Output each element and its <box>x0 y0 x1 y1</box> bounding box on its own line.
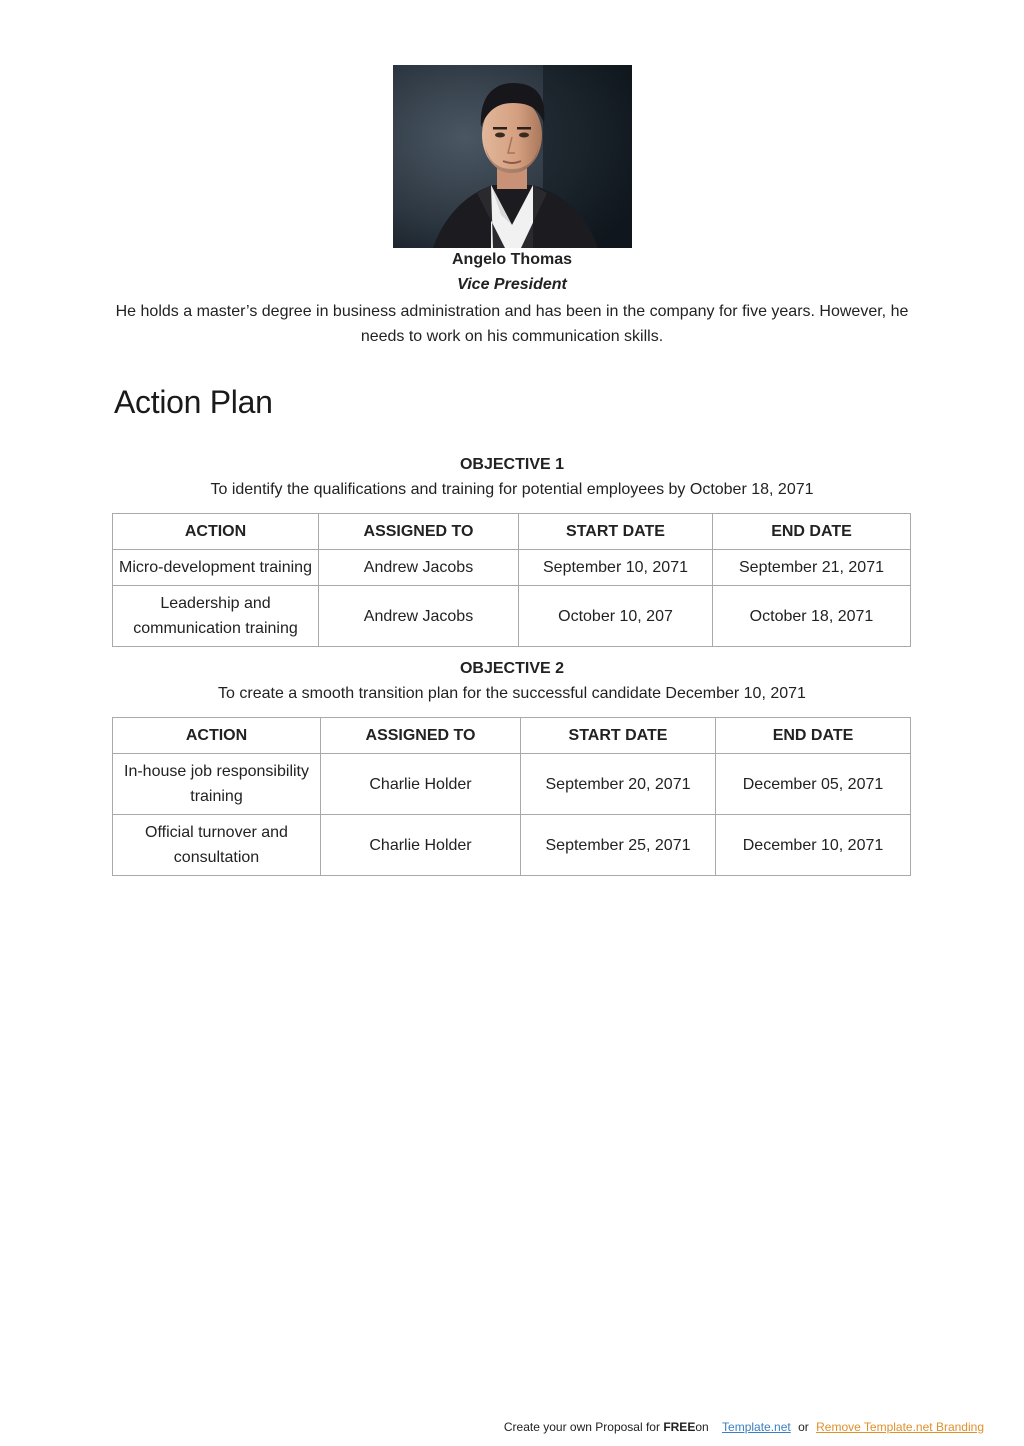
table-row <box>113 586 911 647</box>
table-header-row <box>113 718 911 754</box>
column-header-action: ACTION <box>113 514 319 550</box>
column-header-start-date: START DATE <box>519 514 713 550</box>
objective-2-title: OBJECTIVE 2 <box>459 660 565 677</box>
cell-action: Micro-development training <box>113 550 319 586</box>
person-bio: He holds a master’s degree in business administration and has been in the company for five years. However, he needs to work on his communication skills. <box>115 303 909 345</box>
footer-prefix: Create your own Proposal for <box>503 1420 660 1434</box>
cell-assigned-to: Andrew Jacobs <box>319 586 519 647</box>
template-net-link[interactable]: Template.net <box>722 1420 791 1434</box>
table-row <box>113 815 911 876</box>
cell-end-date: September 21, 2071 <box>713 550 911 586</box>
cell-assigned-to: Andrew Jacobs <box>319 550 519 586</box>
table-header-row <box>113 514 911 550</box>
column-header-action: ACTION <box>113 718 321 754</box>
cell-start-date: September 20, 2071 <box>521 754 716 815</box>
profile-photo <box>393 65 632 248</box>
cell-end-date: October 18, 2071 <box>713 586 911 647</box>
objective-1-description: To identify the qualifications and training for potential employees by October 18, 2071 <box>210 481 814 498</box>
footer-free: FREE <box>663 1420 696 1434</box>
column-header-end-date: END DATE <box>713 514 911 550</box>
column-header-end-date: END DATE <box>716 718 911 754</box>
cell-end-date: December 10, 2071 <box>716 815 911 876</box>
cell-action: Official turnover and consultation <box>113 815 321 876</box>
objective-1-table <box>112 513 911 647</box>
column-header-start-date: START DATE <box>521 718 716 754</box>
objective-2-description: To create a smooth transition plan for the successful candidate December 10, 2071 <box>218 685 806 702</box>
column-header-assigned-to: ASSIGNED TO <box>319 514 519 550</box>
objective-1-title: OBJECTIVE 1 <box>459 456 565 473</box>
cell-start-date: September 25, 2071 <box>521 815 716 876</box>
cell-end-date: December 05, 2071 <box>716 754 911 815</box>
cell-assigned-to: Charlie Holder <box>321 815 521 876</box>
footer-branding <box>504 1418 984 1436</box>
cell-assigned-to: Charlie Holder <box>321 754 521 815</box>
footer-or: or <box>798 1420 809 1434</box>
column-header-assigned-to: ASSIGNED TO <box>321 718 521 754</box>
table-row <box>113 754 911 815</box>
person-role: Vice President <box>457 276 567 293</box>
section-heading: Action Plan <box>114 384 273 420</box>
cell-action: In-house job responsibility training <box>113 754 321 815</box>
remove-branding-link[interactable]: Remove Template.net Branding <box>816 1420 984 1434</box>
cell-start-date: October 10, 207 <box>519 586 713 647</box>
person-name: Angelo Thomas <box>451 251 572 268</box>
table-row <box>113 550 911 586</box>
cell-start-date: September 10, 2071 <box>519 550 713 586</box>
cell-action: Leadership and communication training <box>113 586 319 647</box>
objective-2-table <box>112 717 911 876</box>
footer-on: on <box>695 1420 709 1434</box>
